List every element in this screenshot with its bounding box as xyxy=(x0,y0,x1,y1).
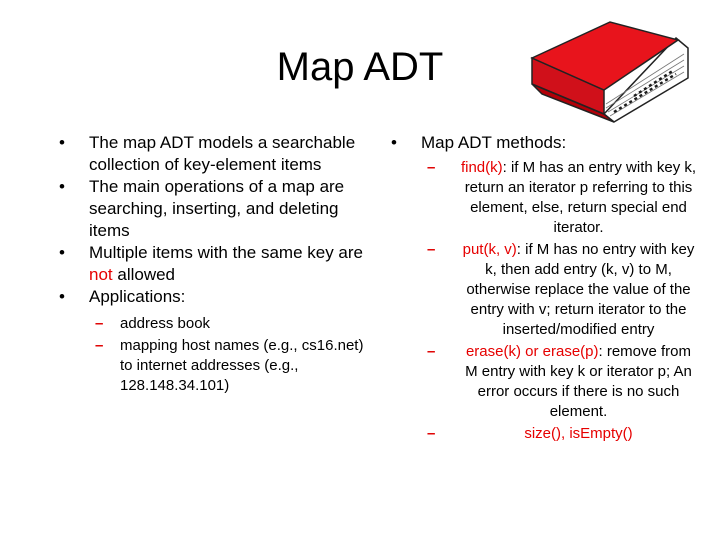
method-name: find(k) xyxy=(460,159,503,176)
method-description: : if M has an entry with key k, return an iterator p referring to this element, else, return special end iterator. xyxy=(464,159,697,236)
application-address-book: – address book xyxy=(89,314,372,334)
method-find xyxy=(421,158,698,238)
method-put xyxy=(421,240,698,340)
multiple-items-text: Multiple items with the same key are xyxy=(89,243,363,262)
method-name: put(k, v) xyxy=(462,241,517,258)
method-description: : if M has no entry with key k, then add entry (k, v) to M, otherwise replace the value of the entry with v; return iterator to the inserted/modified entry xyxy=(466,241,695,338)
application-host-names: – mapping host names (e.g., cs16.net) to internet addresses (e.g., 128.148.34.101) xyxy=(89,336,372,396)
not-emphasis: not xyxy=(89,265,113,284)
left-bullet-list xyxy=(56,132,372,396)
applications-label: Applications: xyxy=(89,287,186,306)
right-bullet-list xyxy=(388,132,698,444)
method-size-isempty xyxy=(421,424,698,444)
bullet-map-adt-models: • The map ADT models a searchable collection of key-element items xyxy=(56,132,372,176)
allowed-text: allowed xyxy=(112,265,176,284)
methods-list xyxy=(421,158,698,444)
bullet-map-adt-methods xyxy=(388,132,698,444)
method-description: : remove from M entry with key k or iterator p; An error occurs if there is no such element. xyxy=(465,343,692,420)
slide-title: Map ADT xyxy=(276,45,444,89)
method-name: erase(k) or erase(p) xyxy=(465,343,599,360)
red-book-icon xyxy=(526,18,690,126)
bullet-multiple-items xyxy=(56,242,372,286)
method-erase xyxy=(421,342,698,422)
applications-list xyxy=(89,314,372,396)
bullet-applications xyxy=(56,286,372,396)
bullet-main-operations: • The main operations of a map are searching, inserting, and deleting items xyxy=(56,176,372,242)
methods-label: Map ADT methods: xyxy=(421,133,567,152)
method-name: size(), isEmpty() xyxy=(524,425,633,442)
